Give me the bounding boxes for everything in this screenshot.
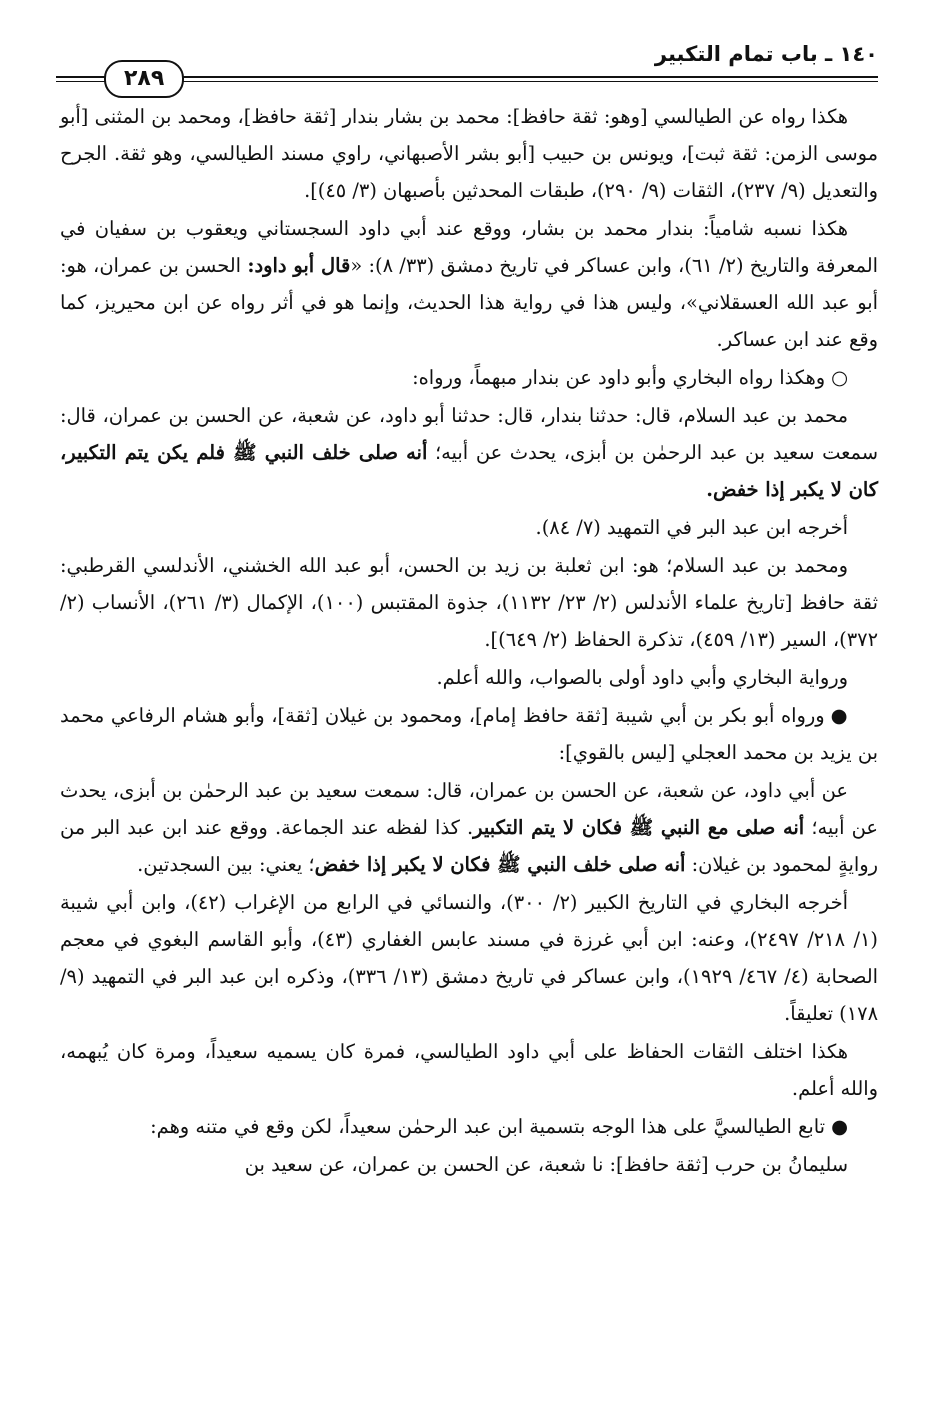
paragraph [60,397,878,508]
bold-hadith-text: أنه صلى مع النبي ﷺ فكان لا يتم التكبير [473,816,805,839]
paragraph [60,1108,878,1145]
text-segment: هكذا رواه عن الطيالسي [وهو: ثقة حافظ]: محمد بن بشار بندار [ثقة حافظ]، ومحمد بن المثنى [أبو موسى الزمن: ثقة ثبت]، ويونس بن حبيب [أبو بشر الأصبهاني، راوي مسند الطيالسي، وهو ثقة. الجرح والتعديل (٩/ ٢٣٧)، الثقات (٩/ ٢٩٠)، طبقات المحدثين بأصبهان (٣/ ٤٥)]. [60,105,878,202]
paragraph [60,884,878,1032]
text-segment: هكذا اختلف الثقات الحفاظ على أبي داود الطيالسي، فمرة كان يسميه سعيداً، ومرة كان يُبهمه، والله أعلم. [60,1040,878,1100]
page-number: ٢٨٩ [104,60,184,98]
text-segment: ومحمد بن عبد السلام؛ هو: ابن ثعلبة بن زيد بن الحسن، أبو عبد الله الخشني، الأندلسي القرطبي: ثقة حافظ [تاريخ علماء الأندلس (٢/ ٢٣/ ١١٣٢)، جذوة المقتبس (١٠٠)، الإكمال (٣/ ٢٦١)، الأنساب (٢/ ٣٧٢)، السير (١٣/ ٤٥٩)، تذكرة الحفاظ (٢/ ٦٤٩)]. [60,554,879,651]
text-segment: . كذا لفظه عند الجماعة. ووقع عند ابن عبد البر من روايةٍ لمحمود بن غيلان: [60,816,878,876]
text-segment: تابع الطيالسيَّ على هذا الوجه بتسمية ابن عبد الرحمٰن سعيداً، لكن وقع في متنه وهم: [150,1115,826,1138]
text-segment: سليمانُ بن حرب [ثقة حافظ]: نا شعبة، عن الحسن بن عمران، عن سعيد بن [244,1153,848,1176]
text-segment: هكذا نسبه شامياً: بندار محمد بن بشار، ووقع عند أبي داود السجستاني ويعقوب بن سفيان في المعرفة والتاريخ (٢/ ٦١)، وابن عساكر في تاريخ دمشق (٣٣/ ٨): « [60,217,879,277]
text-segment: الحسن بن عمران، هو: أبو عبد الله العسقلاني»، وليس هذا في رواية هذا الحديث، وإنما هو في أثر رواه عن ابن محيريز، كما وقع عند ابن عساكر. [60,254,878,351]
paragraph [60,1033,878,1107]
text-segment: محمد بن عبد السلام، قال: حدثنا بندار، قال: حدثنا أبو داود، عن شعبة، عن الحسن بن عمران، قال: سمعت سعيد بن عبد الرحمٰن بن أبزى، يحدث عن أبيه؛ [60,404,878,464]
page-header [60,36,878,94]
paragraph [60,1146,878,1183]
bold-hadith-text: أنه صلى خلف النبي ﷺ فلم يكن يتم التكبير، كان لا يكبر إذا خفض. [60,441,878,501]
paragraph [60,98,878,209]
paragraph-marker: ● [831,1115,848,1138]
paragraph-marker: ● [830,704,849,727]
text-segment: ؛ يعني: بين السجدتين. [137,853,315,876]
paragraph [60,697,878,771]
paragraph [60,359,878,396]
paragraph [60,772,878,883]
text-segment: وهكذا رواه البخاري وأبو داود عن بندار مبهماً، ورواه: [412,366,826,389]
bold-hadith-text: أنه صلى خلف النبي ﷺ فكان لا يكبر إذا خفض [314,853,686,876]
paragraph [60,659,878,696]
paragraph [60,547,878,658]
text-segment: أخرجه ابن عبد البر في التمهيد (٧/ ٨٤). [535,516,848,539]
chapter-title: ١٤٠ ـ باب تمام التكبير [654,42,878,66]
paragraph [60,509,878,546]
text-segment: ورواه أبو بكر بن أبي شيبة [ثقة حافظ إمام]، ومحمود بن غيلان [ثقة]، وأبو هشام الرفاعي محمد بن يزيد بن محمد العجلي [ليس بالقوي]: [60,704,878,764]
header-rule-left [56,76,96,82]
text-segment: عن أبي داود، عن شعبة، عن الحسن بن عمران، قال: سمعت سعيد بن عبد الرحمٰن بن أبزى، يحدث عن أبيه؛ [60,779,878,839]
paragraph [60,210,878,358]
text-segment: أخرجه البخاري في التاريخ الكبير (٢/ ٣٠٠)، والنسائي في الرابع من الإغراب (٤٢)، وابن أبي شيبة (١/ ٢١٨/ ٢٤٩٧)، وعنه: ابن أبي غرزة في مسند عابس الغفاري (٤٣)، وأبو القاسم البغوي في معجم الصحابة (٤/ ٤٦٧/ ١٩٢٩)، وابن عساكر في تاريخ دمشق (١٣/ ٣٣٦)، وذكره ابن عبد البر في التمهيد (٩/ ١٧٨) تعليقاً. [60,891,879,1025]
text-segment: ورواية البخاري وأبي داود أولى بالصواب، والله أعلم. [436,666,848,689]
bold-hadith-text: قال أبو داود: [247,254,351,277]
paragraph-marker: ○ [831,366,848,389]
page-body [60,98,878,1183]
